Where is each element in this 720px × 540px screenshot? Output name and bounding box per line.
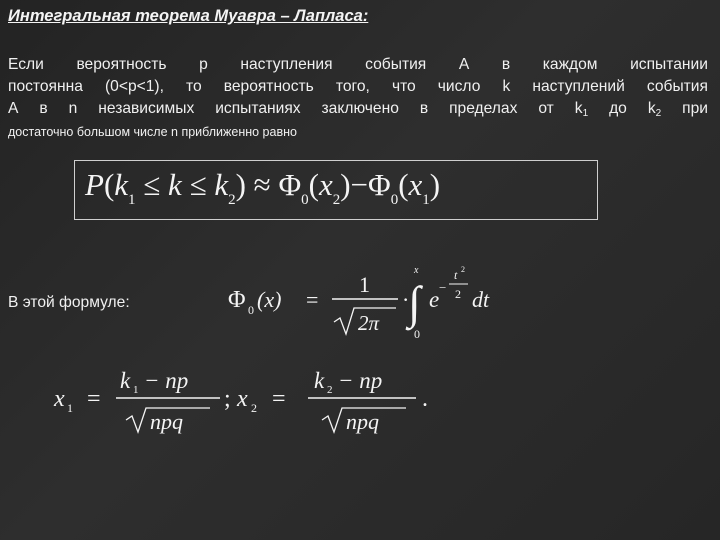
subscript: 1	[422, 192, 430, 208]
left-paren: (	[308, 167, 319, 202]
integral-sign: ∫	[408, 277, 421, 328]
k-symbol: k	[314, 368, 325, 393]
word: заключено	[321, 100, 399, 117]
separator: ;	[224, 386, 231, 412]
approx-sign: ≈	[253, 167, 271, 202]
word: испытаниях	[215, 100, 301, 117]
phi-argument: (x)	[257, 287, 282, 312]
word: независимых	[98, 100, 195, 117]
subscript: 2	[332, 192, 341, 208]
subscript: 2	[251, 401, 257, 415]
word: в	[39, 100, 48, 117]
fraction-denominator: 2π	[358, 311, 380, 335]
x-symbol: x	[54, 386, 65, 412]
integral-upper-limit: x	[414, 265, 419, 276]
exp-base: e	[429, 287, 440, 312]
right-paren: )	[235, 167, 246, 202]
x-symbol: x	[318, 167, 333, 202]
x-symbol: x	[237, 386, 248, 412]
word: при	[682, 100, 708, 117]
le-sign: ≤	[189, 167, 207, 202]
subscript: 1	[128, 192, 136, 208]
subscript: 0	[301, 192, 309, 208]
exponent-numerator: t	[454, 268, 458, 282]
main-formula	[85, 167, 440, 209]
word: в	[501, 56, 511, 73]
word: пределах	[449, 100, 518, 117]
numerator-rest: − np	[144, 368, 189, 393]
subscript: 0	[390, 192, 399, 208]
word: наступления	[240, 56, 333, 73]
fraction-denominator: npq	[346, 409, 379, 434]
word: того,	[335, 78, 370, 95]
word: вероятность	[223, 78, 314, 95]
subscript: 2	[228, 192, 236, 208]
word: испытании	[630, 56, 708, 73]
phi-symbol: Φ	[368, 167, 391, 202]
subscript: 2	[327, 384, 333, 396]
k-letter: k	[574, 100, 583, 117]
k-symbol: k	[120, 368, 131, 393]
word: в	[419, 100, 429, 117]
main-formula-box	[74, 160, 598, 220]
minus-sign: −	[350, 167, 369, 202]
integral-lower-limit: 0	[414, 327, 420, 341]
subscript: 2	[655, 108, 662, 119]
right-paren: )	[340, 167, 351, 202]
period: .	[422, 386, 428, 412]
phi-symbol: Φ	[278, 167, 302, 202]
exponent-power: 2	[461, 265, 465, 274]
right-paren: )	[429, 167, 441, 202]
exponent-minus: −	[439, 280, 447, 295]
word: А	[458, 56, 470, 73]
differential: dt	[472, 287, 490, 312]
le-sign: ≤	[143, 167, 161, 202]
k-symbol: k	[214, 167, 229, 202]
word: что	[391, 78, 416, 95]
word: число	[437, 78, 481, 95]
slide-title: Интегральная теорема Муавра – Лапласа:	[8, 7, 369, 25]
exponent-denominator: 2	[455, 287, 461, 301]
statement-line-4: достаточно большом числе n приближенно равно	[8, 125, 297, 139]
word: до	[609, 100, 627, 117]
word: постоянна	[8, 78, 83, 95]
left-paren: (	[398, 167, 409, 202]
word: (0<p<1),	[104, 78, 164, 95]
numerator-rest: − np	[338, 368, 383, 393]
word: события	[646, 78, 708, 95]
k1-term	[575, 98, 588, 120]
word: каждом	[542, 56, 598, 73]
x-bounds-formula	[52, 360, 472, 440]
equals-sign: =	[306, 287, 319, 312]
x-symbol: x	[408, 167, 423, 202]
word: р	[199, 56, 208, 73]
statement-line-1	[8, 54, 708, 76]
statement-line-2	[8, 76, 708, 98]
subscript: 0	[248, 303, 254, 317]
fraction-numerator: 1	[359, 272, 370, 297]
word: Если	[8, 56, 44, 73]
subscript: 1	[582, 108, 589, 119]
dot-operator: ·	[402, 287, 410, 312]
prob-symbol: P	[85, 167, 104, 202]
subscript: 1	[133, 384, 139, 396]
word: от	[538, 100, 554, 117]
word: k	[502, 78, 511, 95]
left-paren: (	[103, 167, 115, 202]
k2-term	[648, 98, 661, 120]
word: n	[68, 100, 78, 117]
formula-label: В этой формуле:	[8, 294, 130, 311]
word: вероятность	[76, 56, 167, 73]
subscript: 1	[67, 401, 73, 415]
word: события	[365, 56, 427, 73]
word: наступлений	[532, 78, 625, 95]
k-symbol: k	[168, 167, 182, 202]
word: то	[186, 78, 202, 95]
word: А	[8, 100, 19, 117]
equals-sign: =	[87, 386, 101, 412]
fraction-denominator: npq	[150, 409, 183, 434]
k-letter: k	[647, 100, 656, 117]
laplace-function-formula	[226, 262, 516, 342]
theorem-statement	[8, 54, 708, 143]
k-symbol: k	[114, 167, 129, 202]
phi-symbol: Φ	[228, 287, 246, 313]
statement-line-3	[8, 98, 708, 120]
equals-sign: =	[272, 386, 286, 412]
